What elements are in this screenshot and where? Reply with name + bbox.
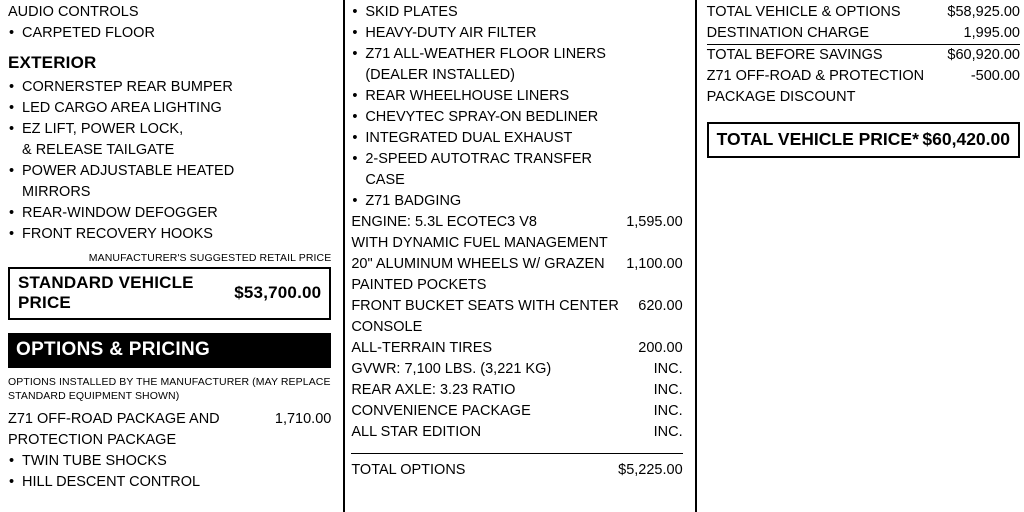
option-price: INC. <box>653 403 683 419</box>
totals-row <box>707 2 1020 23</box>
option-price: INC. <box>653 361 683 377</box>
options-note-line1: OPTIONS INSTALLED BY THE MANUFACTURER (MAY REPLACE <box>8 376 331 388</box>
totals-value: $58,925.00 <box>947 4 1020 20</box>
list-item-continuation: (DEALER INSTALLED) <box>365 67 515 83</box>
option-row <box>351 212 682 233</box>
option-row <box>351 338 682 359</box>
option-row <box>351 359 682 380</box>
list-item: • CARPETED FLOOR <box>8 23 331 44</box>
list-item-continuation: & RELEASE TAILGATE <box>22 142 175 158</box>
package-items-left <box>8 451 331 493</box>
list-item: • FRONT RECOVERY HOOKS <box>8 224 331 245</box>
list-item: • Z71 ALL-WEATHER FLOOR LINERS <box>351 44 682 65</box>
list-item: • HILL DESCENT CONTROL <box>8 472 331 493</box>
option-name: GVWR: 7,100 LBS. (3,221 KG) <box>351 361 552 377</box>
spacer <box>707 108 1020 122</box>
standard-vehicle-price-box <box>8 267 331 320</box>
list-item: • HEAVY-DUTY AIR FILTER <box>351 23 682 44</box>
list-item: • CORNERSTEP REAR BUMPER <box>8 77 331 98</box>
exterior-list <box>8 77 331 245</box>
option-row <box>351 275 682 296</box>
option-row <box>351 317 682 338</box>
msrp-note: MANUFACTURER'S SUGGESTED RETAIL PRICE <box>88 252 332 264</box>
total-vehicle-price-box <box>707 122 1020 158</box>
totals-value: -500.00 <box>970 68 1020 84</box>
option-price: 200.00 <box>638 340 683 356</box>
standard-price-label: STANDARD VEHICLE PRICE <box>18 273 194 312</box>
list-item: • REAR WHEELHOUSE LINERS <box>351 86 682 107</box>
option-price: INC. <box>653 382 683 398</box>
totals-value: 1,995.00 <box>963 25 1020 41</box>
option-price: 1,595.00 <box>626 214 683 230</box>
package-items-mid <box>351 0 682 212</box>
exterior-heading: EXTERIOR <box>8 53 97 72</box>
right-column <box>695 0 1024 512</box>
option-name: ENGINE: 5.3L ECOTEC3 V8 <box>351 214 537 230</box>
left-top-items <box>8 0 331 44</box>
option-name: ALL STAR EDITION <box>351 424 482 440</box>
option-name: 20" ALUMINUM WHEELS W/ GRAZEN <box>351 256 605 272</box>
option-row <box>351 422 682 443</box>
standard-price-value: $53,700.00 <box>234 283 322 302</box>
option-name: ALL-TERRAIN TIRES <box>351 340 493 356</box>
list-item-continuation: CASE <box>365 172 405 188</box>
list-item: • INTEGRATED DUAL EXHAUST <box>351 128 682 149</box>
options-note <box>8 375 331 403</box>
option-price: INC. <box>653 424 683 440</box>
totals-row <box>707 45 1020 66</box>
list-item-continuation: MIRRORS <box>22 184 91 200</box>
final-price-value: $60,420.00 <box>922 129 1010 149</box>
list-item: • Z71 BADGING <box>351 191 682 212</box>
options-note-line2: STANDARD EQUIPMENT SHOWN) <box>8 390 180 402</box>
middle-column <box>343 0 692 512</box>
option-row <box>351 380 682 401</box>
totals-label: DESTINATION CHARGE <box>706 25 870 41</box>
package-price: 1,710.00 <box>274 411 332 427</box>
option-row <box>351 254 682 275</box>
list-item: • CHEVYTEC SPRAY-ON BEDLINER <box>351 107 682 128</box>
list-item: • LED CARGO AREA LIGHTING <box>8 98 331 119</box>
totals-label: Z71 OFF-ROAD & PROTECTION <box>706 68 925 84</box>
option-name: PAINTED POCKETS <box>351 277 487 293</box>
package-row <box>8 409 331 430</box>
list-item: • 2-SPEED AUTOTRAC TRANSFER <box>351 149 682 170</box>
option-name: FRONT BUCKET SEATS WITH CENTER <box>351 298 619 314</box>
list-item: AUDIO CONTROLS <box>8 4 139 20</box>
totals-row <box>707 87 1020 108</box>
option-row <box>351 233 682 254</box>
list-item: • POWER ADJUSTABLE HEATED <box>8 161 331 182</box>
options-pricing-heading: OPTIONS & PRICING <box>8 333 331 368</box>
divider <box>351 453 682 454</box>
package-name-line2: PROTECTION PACKAGE <box>8 432 177 448</box>
package-name-line1: Z71 OFF-ROAD PACKAGE AND <box>8 411 220 427</box>
option-row <box>351 401 682 422</box>
option-row <box>351 296 682 317</box>
totals-label: PACKAGE DISCOUNT <box>706 89 856 105</box>
total-options-value: $5,225.00 <box>618 462 683 478</box>
totals-row <box>707 23 1020 45</box>
total-options-label: TOTAL OPTIONS <box>351 462 466 478</box>
left-column <box>0 0 339 512</box>
totals-row <box>707 66 1020 87</box>
totals-label: TOTAL BEFORE SAVINGS <box>706 47 883 63</box>
total-options-row <box>351 460 682 481</box>
option-name: CONSOLE <box>351 319 423 335</box>
option-name: WITH DYNAMIC FUEL MANAGEMENT <box>351 235 608 251</box>
totals-value: $60,920.00 <box>947 47 1020 63</box>
priced-options-list <box>351 212 682 443</box>
list-item: • SKID PLATES <box>351 2 682 23</box>
option-name: REAR AXLE: 3.23 RATIO <box>351 382 516 398</box>
totals-list <box>707 0 1020 108</box>
option-name: CONVENIENCE PACKAGE <box>351 403 531 419</box>
final-price-label: TOTAL VEHICLE PRICE* <box>716 129 919 149</box>
option-price: 1,100.00 <box>626 256 683 272</box>
list-item: • REAR-WINDOW DEFOGGER <box>8 203 331 224</box>
list-item: • EZ LIFT, POWER LOCK, <box>8 119 331 140</box>
list-item: • TWIN TUBE SHOCKS <box>8 451 331 472</box>
option-price: 620.00 <box>638 298 683 314</box>
totals-label: TOTAL VEHICLE & OPTIONS <box>706 4 901 20</box>
